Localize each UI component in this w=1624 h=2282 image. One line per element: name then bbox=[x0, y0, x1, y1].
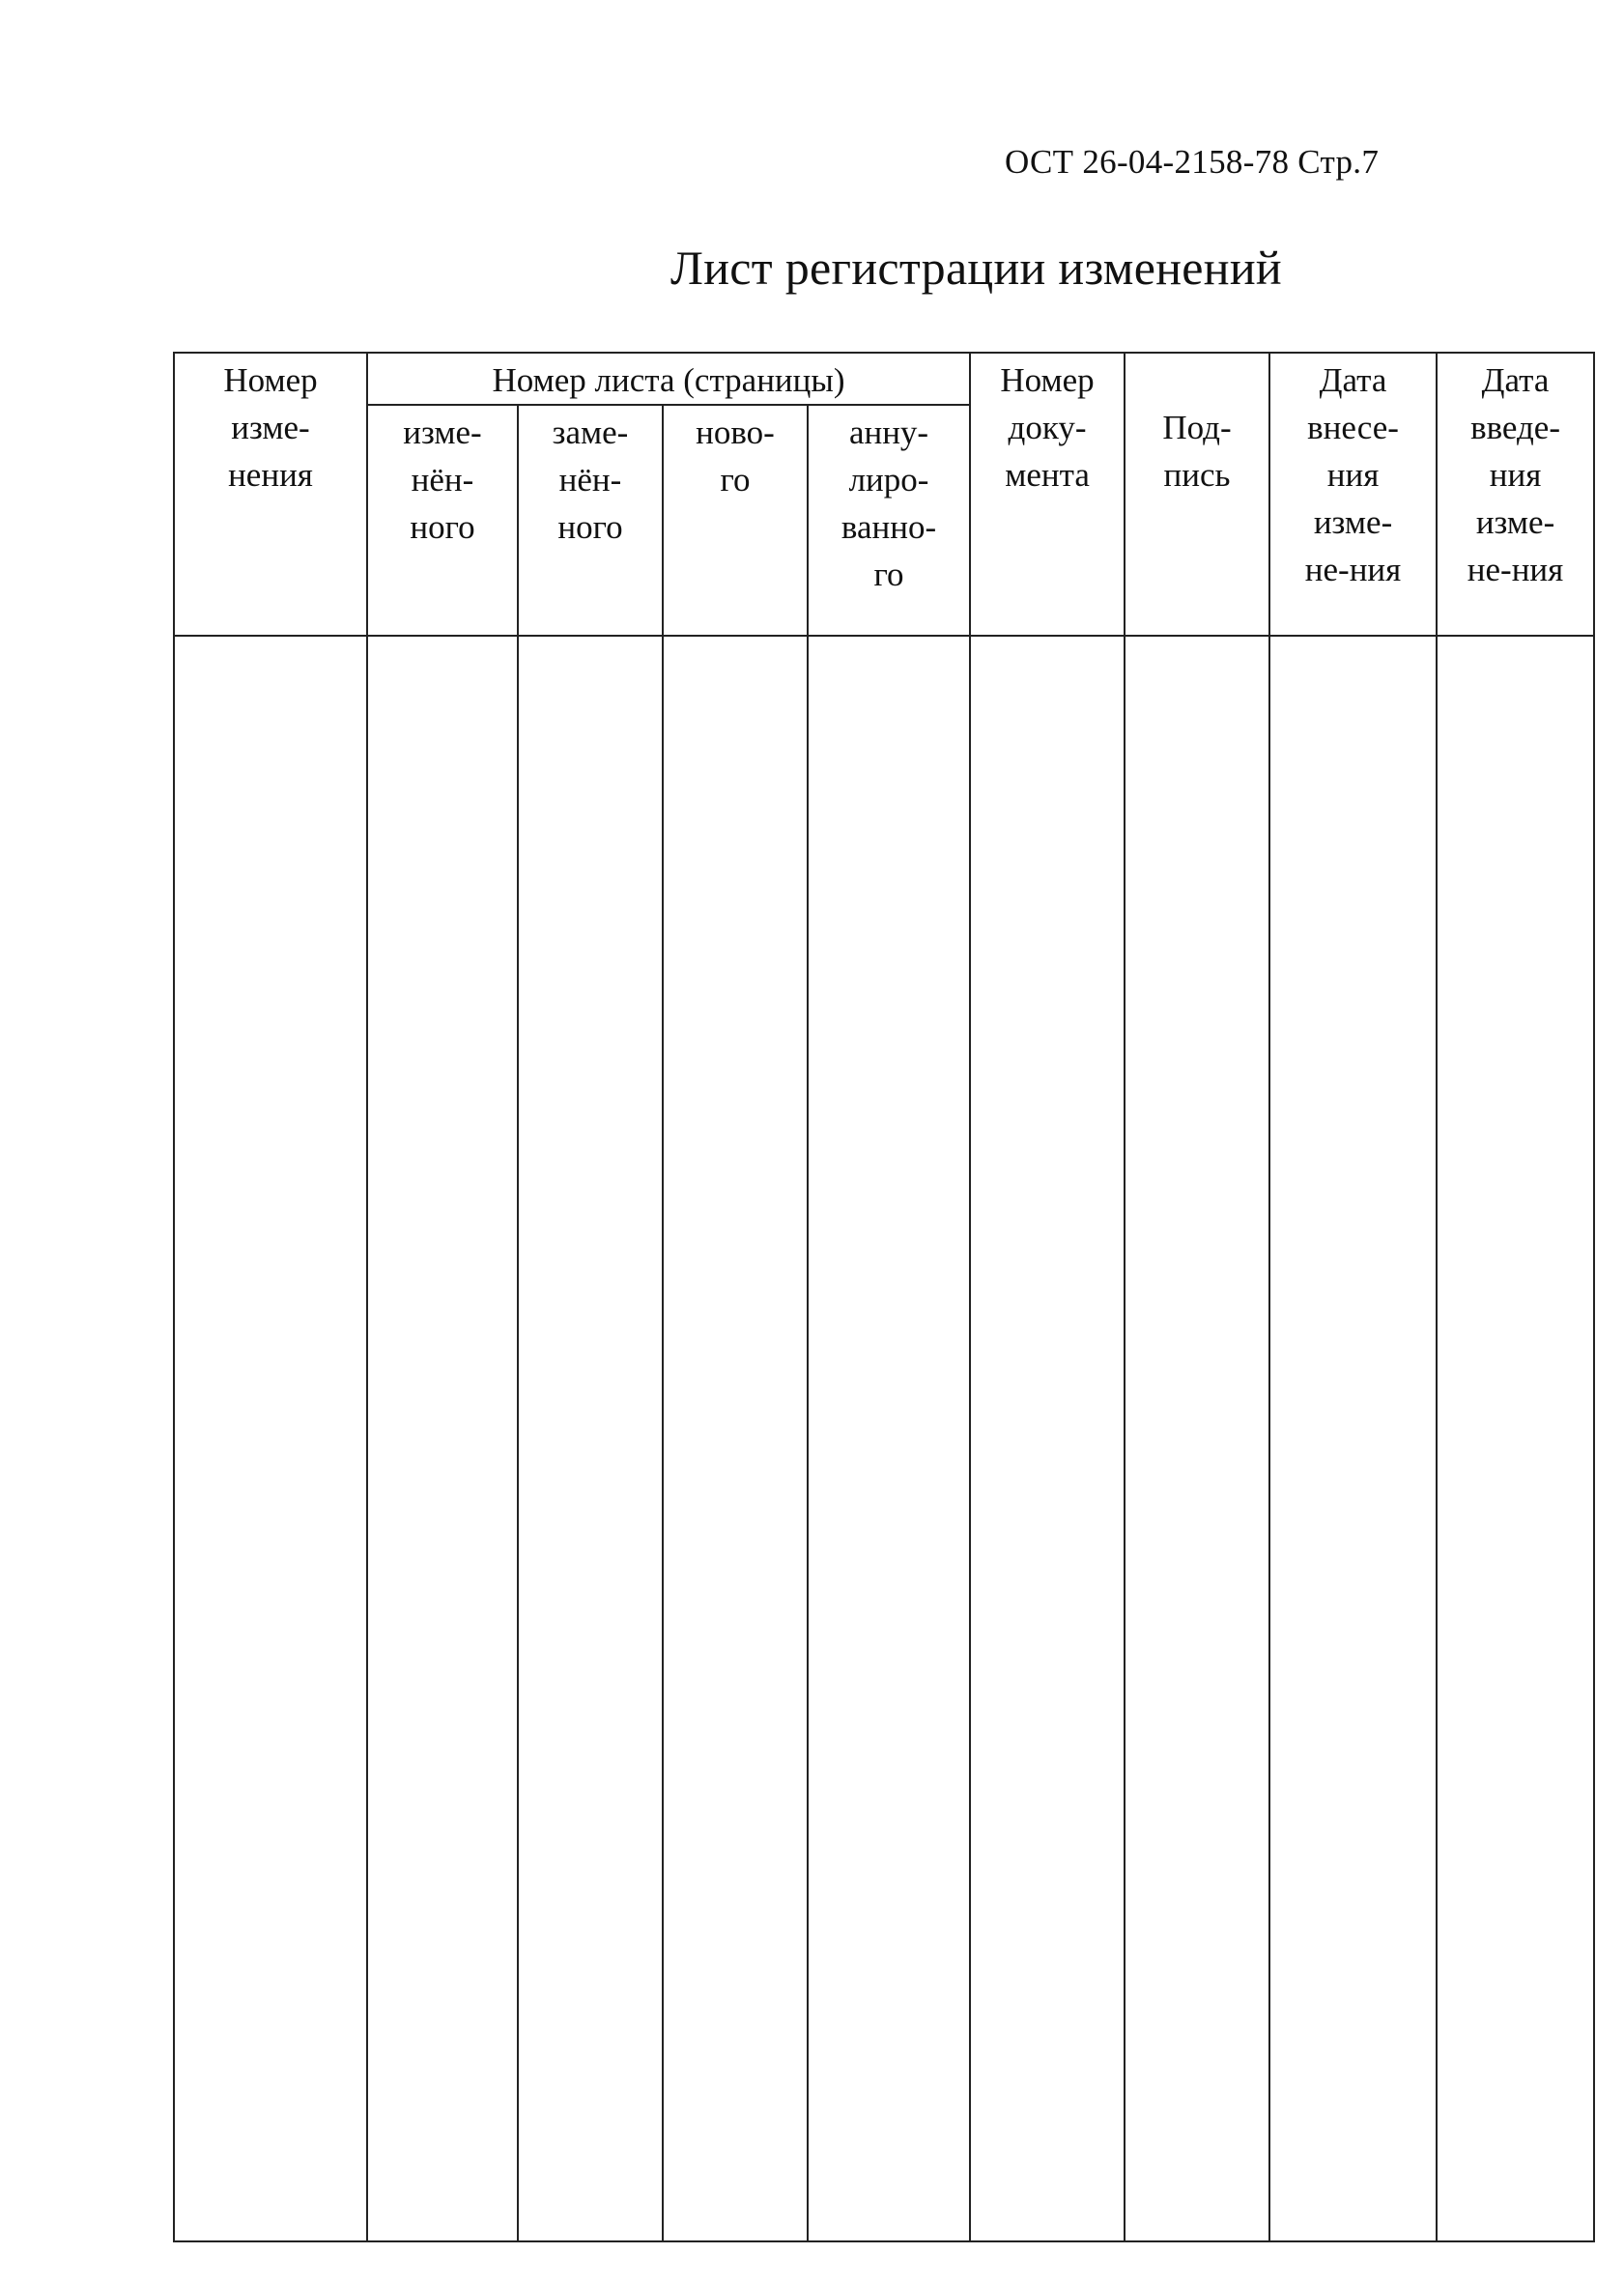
header-change-number: Номер изме- нения bbox=[174, 353, 367, 636]
table-cell bbox=[970, 636, 1125, 2241]
table-cell bbox=[367, 636, 518, 2241]
header-changed-sheet: изме- нён- ного bbox=[367, 405, 518, 636]
table-row bbox=[174, 636, 1594, 2241]
header-document-number: Номер доку- мента bbox=[970, 353, 1125, 636]
header-sheet-number-group: Номер листа (страницы) bbox=[367, 353, 970, 405]
header-entry-date: Дата внесе- ния изме- не-ния bbox=[1269, 353, 1437, 636]
table-cell bbox=[663, 636, 808, 2241]
table-cell bbox=[174, 636, 367, 2241]
header-annulled-sheet: анну- лиро- ванно- го bbox=[808, 405, 970, 636]
table-cell bbox=[1437, 636, 1594, 2241]
change-registration-table bbox=[173, 352, 1595, 2242]
table-cell bbox=[1269, 636, 1437, 2241]
header-replaced-sheet: заме- нён- ного bbox=[518, 405, 663, 636]
header-signature: Под- пись bbox=[1125, 353, 1269, 636]
page-header-code: ОСТ 26-04-2158-78 Стр.7 bbox=[1005, 143, 1380, 181]
header-introduction-date: Дата введе- ния изме- не-ния bbox=[1437, 353, 1594, 636]
table-cell bbox=[518, 636, 663, 2241]
table-cell bbox=[808, 636, 970, 2241]
header-new-sheet: ново- го bbox=[663, 405, 808, 636]
page-title: Лист регистрации изменений bbox=[670, 241, 1282, 295]
table-cell bbox=[1125, 636, 1269, 2241]
